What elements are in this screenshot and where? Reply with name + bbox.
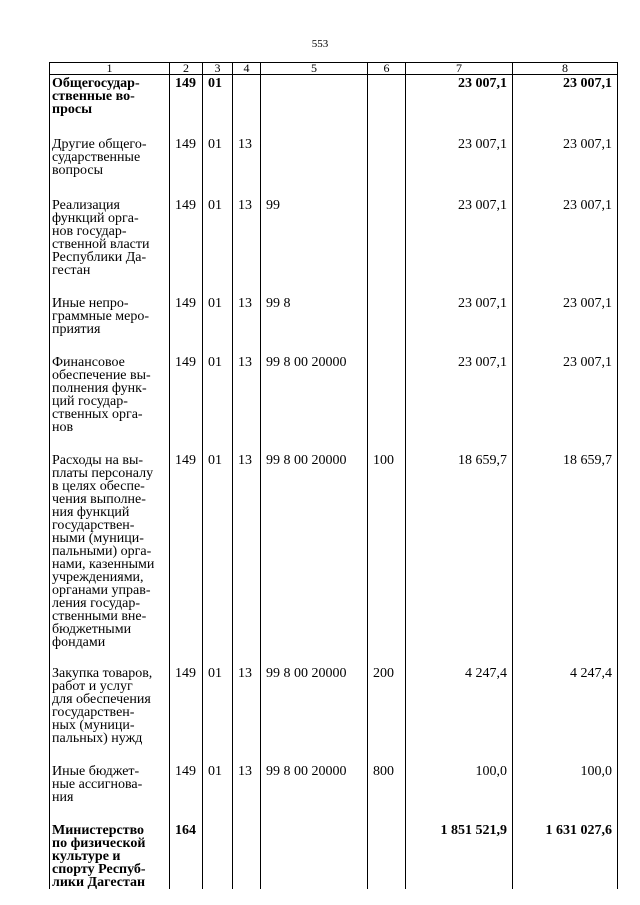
amount-year-2-cell: 18 659,7 [513, 452, 618, 665]
target-item-cell: 99 8 00 20000 [261, 354, 368, 452]
row-name-line: пальными) орга- [52, 544, 152, 559]
row-name [50, 295, 170, 354]
target-item-cell [261, 822, 368, 889]
row-name-line: ственные во- [52, 89, 135, 104]
header-row [50, 63, 618, 75]
table-row [50, 136, 618, 197]
row-name-line: ными (муници- [52, 531, 144, 546]
amount-year-2-cell: 4 247,4 [513, 665, 618, 763]
row-name-line: органами управ- [52, 583, 151, 598]
row-name [50, 452, 170, 665]
row-name-line: ственной власти [52, 237, 150, 252]
row-name-line: государствен- [52, 518, 135, 533]
row-name-line: ния [52, 790, 74, 805]
expense-type-cell [368, 197, 406, 295]
expense-type-cell [368, 136, 406, 197]
row-name-line: ственных орга- [52, 407, 143, 422]
row-name-line: Реализация [52, 198, 120, 213]
expense-type-cell: 800 [368, 763, 406, 822]
subsection-cell [233, 75, 261, 137]
subsection-cell [233, 822, 261, 889]
row-spacer [52, 804, 166, 822]
budget-table [49, 62, 618, 889]
row-name-line: Иные бюджет- [52, 764, 140, 779]
row-spacer [52, 177, 166, 197]
row-name-line: государствен- [52, 705, 135, 720]
row-name-line: приятия [52, 322, 101, 337]
table-body [50, 75, 618, 890]
row-name-line: Общегосудар- [52, 76, 140, 91]
row-name [50, 763, 170, 822]
header-col-8: 8 [513, 63, 618, 75]
amount-year-1-cell: 4 247,4 [406, 665, 513, 763]
row-name [50, 822, 170, 889]
amount-year-1-cell: 23 007,1 [406, 295, 513, 354]
row-name-line: полнения функ- [52, 381, 147, 396]
row-name-line: чения выполне- [52, 492, 146, 507]
section-cell: 01 [203, 763, 233, 822]
row-spacer [52, 336, 166, 354]
row-name-line: учреждениями, [52, 570, 144, 585]
subsection-cell: 13 [233, 354, 261, 452]
expense-type-cell: 100 [368, 452, 406, 665]
row-name-line: Республики Да- [52, 250, 147, 265]
section-cell: 01 [203, 452, 233, 665]
subsection-cell: 13 [233, 295, 261, 354]
row-name-line: Министерство [52, 823, 145, 838]
row-spacer [52, 116, 166, 136]
row-name-line: ния функций [52, 505, 130, 520]
subsection-cell: 13 [233, 452, 261, 665]
table-row [50, 452, 618, 665]
admin-code-cell: 149 [170, 452, 203, 665]
row-name-line: гестан [52, 263, 91, 278]
target-item-cell [261, 75, 368, 137]
row-name-line: вопросы [52, 163, 103, 178]
row-name-line: бюджетными [52, 622, 132, 637]
row-name-line: нов государ- [52, 224, 127, 239]
expense-type-cell [368, 822, 406, 889]
row-name [50, 665, 170, 763]
section-cell [203, 822, 233, 889]
target-item-cell: 99 8 00 20000 [261, 763, 368, 822]
row-name-line: просы [52, 102, 92, 117]
amount-year-1-cell: 18 659,7 [406, 452, 513, 665]
table-row [50, 763, 618, 822]
expense-type-cell [368, 75, 406, 137]
row-name-line: ления государ- [52, 596, 141, 611]
table-row [50, 665, 618, 763]
admin-code-cell: 149 [170, 354, 203, 452]
target-item-cell: 99 8 00 20000 [261, 452, 368, 665]
table-row [50, 197, 618, 295]
subsection-cell: 13 [233, 197, 261, 295]
table-row [50, 75, 618, 137]
amount-year-2-cell: 23 007,1 [513, 136, 618, 197]
row-name-line: Финансовое [52, 355, 125, 370]
row-name-line: функций орга- [52, 211, 139, 226]
section-cell: 01 [203, 75, 233, 137]
header-col-1: 1 [50, 63, 170, 75]
amount-year-2-cell: 23 007,1 [513, 354, 618, 452]
row-name-line: по физической [52, 836, 146, 851]
table-row [50, 295, 618, 354]
section-cell: 01 [203, 197, 233, 295]
section-cell: 01 [203, 295, 233, 354]
header-col-3: 3 [203, 63, 233, 75]
amount-year-1-cell: 100,0 [406, 763, 513, 822]
target-item-cell: 99 8 00 20000 [261, 665, 368, 763]
row-name-line: платы персоналу [52, 466, 154, 481]
admin-code-cell: 164 [170, 822, 203, 889]
subsection-cell: 13 [233, 665, 261, 763]
row-name-line: ных (муници- [52, 718, 135, 733]
amount-year-2-cell: 100,0 [513, 763, 618, 822]
row-spacer [52, 745, 166, 763]
amount-year-2-cell: 23 007,1 [513, 295, 618, 354]
page-number: 553 [311, 38, 329, 50]
row-name-line: культуре и [52, 849, 121, 864]
header-col-7: 7 [406, 63, 513, 75]
amount-year-1-cell: 23 007,1 [406, 75, 513, 137]
row-name-line: лики Дагестан [52, 875, 146, 889]
row-name-line: ций государ- [52, 394, 128, 409]
admin-code-cell: 149 [170, 197, 203, 295]
table-row [50, 354, 618, 452]
row-spacer [52, 434, 166, 452]
subsection-cell: 13 [233, 136, 261, 197]
amount-year-2-cell: 1 631 027,6 [513, 822, 618, 889]
header-col-5: 5 [261, 63, 368, 75]
admin-code-cell: 149 [170, 295, 203, 354]
row-name-line: нами, казенными [52, 557, 155, 572]
expense-type-cell [368, 295, 406, 354]
row-name [50, 354, 170, 452]
row-name-line: фондами [52, 635, 106, 650]
target-item-cell: 99 8 [261, 295, 368, 354]
header-col-4: 4 [233, 63, 261, 75]
row-name-line: ные ассигнова- [52, 777, 143, 792]
row-name-line: для обеспечения [52, 692, 151, 707]
row-name-line: пальных) нужд [52, 731, 143, 746]
target-item-cell [261, 136, 368, 197]
row-name-line: обеспечение вы- [52, 368, 151, 383]
admin-code-cell: 149 [170, 75, 203, 137]
row-name-line: Расходы на вы- [52, 453, 144, 468]
table-row [50, 822, 618, 889]
table-header [50, 63, 618, 75]
row-name-line: ственными вне- [52, 609, 147, 624]
header-col-6: 6 [368, 63, 406, 75]
section-cell: 01 [203, 136, 233, 197]
row-spacer [52, 649, 166, 665]
admin-code-cell: 149 [170, 665, 203, 763]
row-name [50, 75, 170, 137]
target-item-cell: 99 [261, 197, 368, 295]
admin-code-cell: 149 [170, 763, 203, 822]
amount-year-1-cell: 1 851 521,9 [406, 822, 513, 889]
section-cell: 01 [203, 665, 233, 763]
expense-type-cell [368, 354, 406, 452]
row-name-line: Другие общего- [52, 137, 147, 152]
row-name-line: сударственные [52, 150, 141, 165]
row-name-line: спорту Респуб- [52, 862, 146, 877]
row-name-line: работ и услуг [52, 679, 133, 694]
row-name-line: Иные непро- [52, 296, 129, 311]
subsection-cell: 13 [233, 763, 261, 822]
amount-year-1-cell: 23 007,1 [406, 136, 513, 197]
row-name-line: нов [52, 420, 74, 435]
expense-type-cell: 200 [368, 665, 406, 763]
admin-code-cell: 149 [170, 136, 203, 197]
amount-year-1-cell: 23 007,1 [406, 354, 513, 452]
row-name-line: граммные меро- [52, 309, 150, 324]
row-name [50, 136, 170, 197]
row-spacer [52, 277, 166, 295]
row-name-line: в целях обеспе- [52, 479, 145, 494]
amount-year-2-cell: 23 007,1 [513, 197, 618, 295]
amount-year-1-cell: 23 007,1 [406, 197, 513, 295]
row-name-line: Закупка товаров, [52, 666, 153, 681]
amount-year-2-cell: 23 007,1 [513, 75, 618, 137]
row-name [50, 197, 170, 295]
header-col-2: 2 [170, 63, 203, 75]
section-cell: 01 [203, 354, 233, 452]
